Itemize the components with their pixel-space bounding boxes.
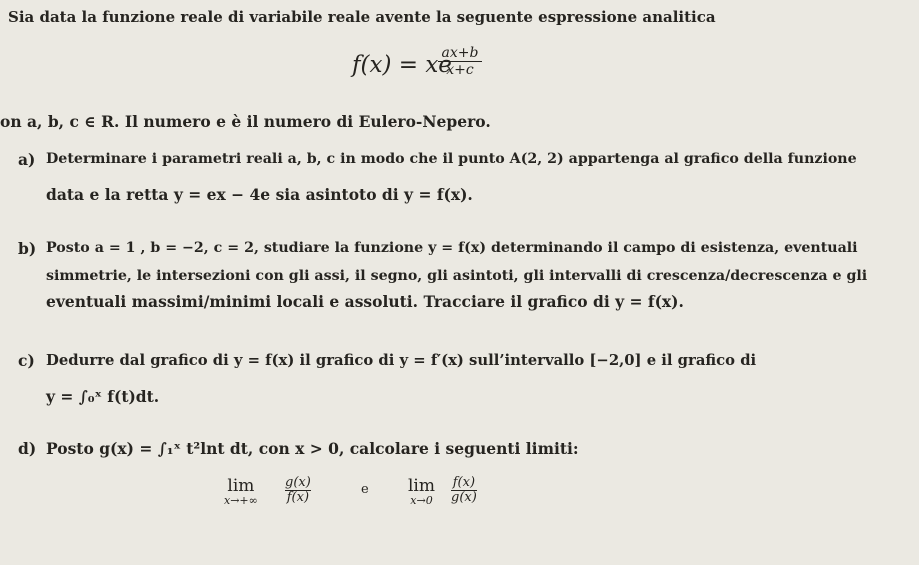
conjunction-e: e	[361, 482, 369, 497]
limit-1-subscript: x→+∞	[224, 494, 258, 507]
limit-2-denominator: g(x)	[451, 489, 477, 505]
limit-1	[224, 478, 258, 507]
exponent-numerator: ax+b	[441, 45, 479, 61]
limit-2-numerator: f(x)	[452, 475, 476, 490]
item-c-line2: y = ∫₀ˣ f(t)dt.	[46, 387, 160, 406]
item-a-label: a)	[18, 150, 36, 169]
exponent-denominator: x+c	[446, 62, 474, 78]
item-a-line1: Determinare i parametri reali a, b, c in modo che il punto A(2, 2) appartenga al grafico della funzione	[46, 151, 857, 167]
limit-1-numerator: g(x)	[285, 475, 311, 490]
item-d-line1: Posto g(x) = ∫₁ˣ t²lnt dt, con x > 0, calcolare i seguenti limiti:	[46, 439, 579, 458]
limit-2-subscript: x→0	[410, 494, 433, 507]
item-b-line1: Posto a = 1 , b = −2, c = 2, studiare la funzione y = f(x) determinando il campo di esistenza, eventuali	[46, 240, 858, 256]
intro-text: Sia data la funzione reale di variabile reale avente la seguente espressione analitica	[8, 8, 716, 26]
function-formula	[352, 45, 479, 78]
limit-1-fraction	[285, 476, 311, 504]
limit-2-fraction	[451, 476, 477, 504]
formula-exponent	[438, 46, 482, 77]
item-d-label: d)	[18, 439, 37, 458]
item-c-line1: Dedurre dal grafico di y = f(x) il grafico di y = f′(x) sull’intervallo [−2,0] e il grafico di	[46, 352, 757, 369]
conditions-text: on a, b, c ∈ R. Il numero e è il numero di Eulero-Nepero.	[0, 112, 491, 131]
limit-2-word: lim	[408, 476, 435, 496]
item-b-line2: simmetrie, le intersezioni con gli assi, il segno, gli asintoti, gli intervalli di crescenza/decrescenza e gli	[46, 268, 868, 284]
limit-1-word: lim	[227, 476, 255, 496]
limit-1-denominator: f(x)	[286, 489, 310, 505]
item-b-label: b)	[18, 239, 37, 258]
formula-lhs: f(x) = xe	[352, 52, 452, 78]
item-a-line2: data e la retta y = ex − 4e sia asintoto di y = f(x).	[46, 185, 473, 204]
item-c-label: c)	[18, 351, 35, 370]
limit-2	[408, 478, 435, 507]
item-b-line3: eventuali massimi/minimi locali e assoluti. Tracciare il grafico di y = f(x).	[46, 292, 684, 311]
